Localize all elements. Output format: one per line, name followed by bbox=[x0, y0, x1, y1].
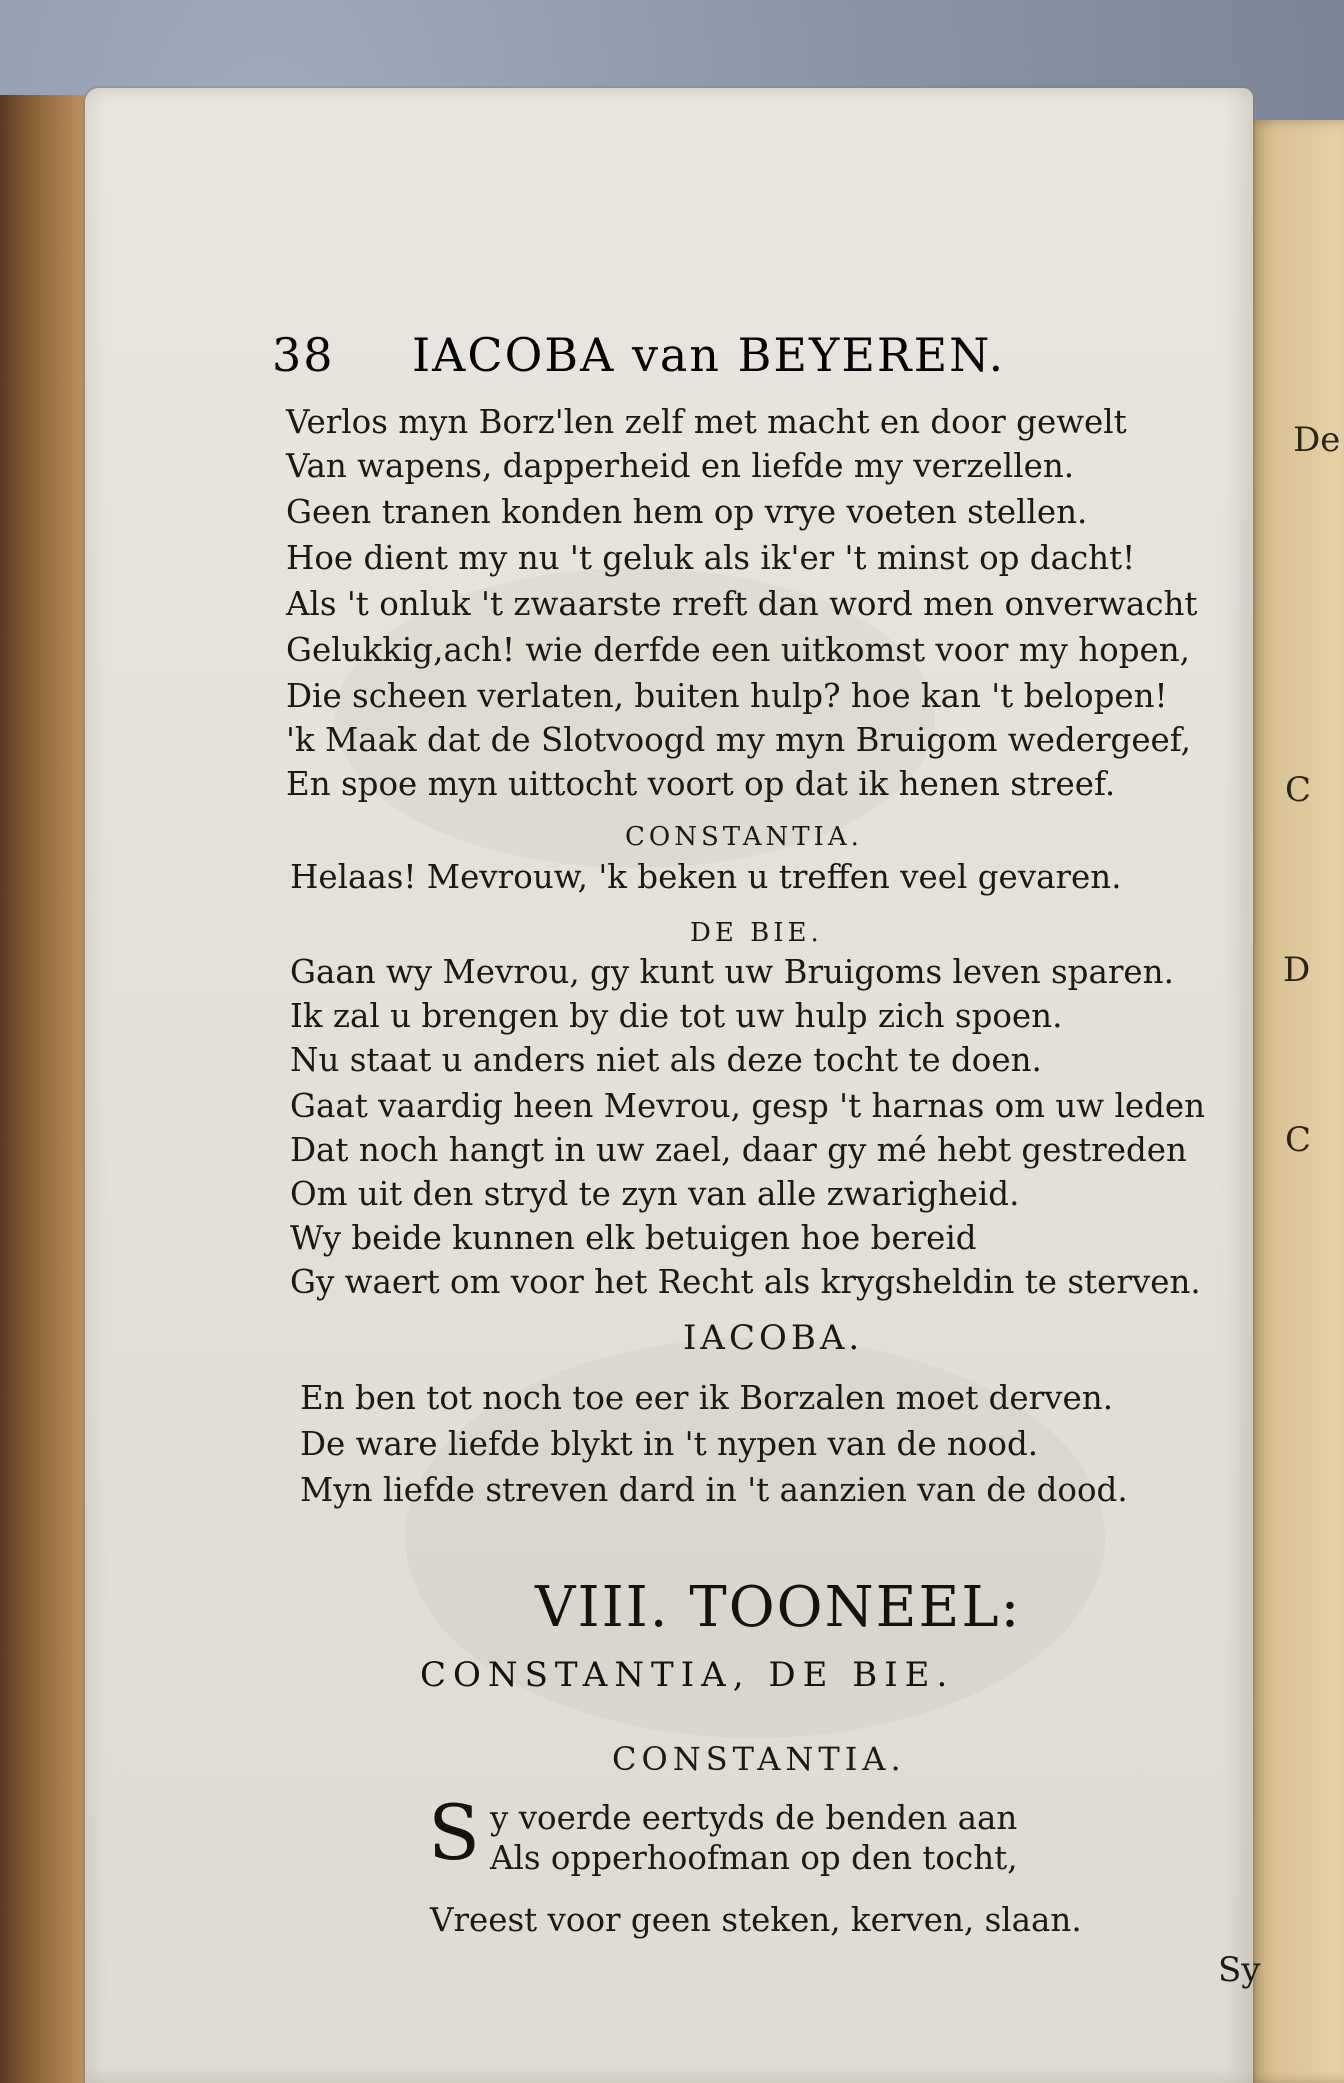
facing-page-fragment: C bbox=[1285, 770, 1312, 810]
verse-line: Helaas! Mevrouw, 'k beken u treffen veel gevaren. bbox=[290, 858, 1122, 896]
verse-line: En ben tot noch toe eer ik Borzalen moet derven. bbox=[300, 1379, 1114, 1417]
facing-page bbox=[1245, 120, 1344, 2083]
verse-line: Hoe dient my nu 't geluk als ik'er 't minst op dacht! bbox=[286, 539, 1136, 577]
facing-page-fragment: D bbox=[1283, 950, 1311, 990]
verse-line: 'k Maak dat de Slotvoogd my myn Bruigom wedergeef, bbox=[286, 721, 1191, 759]
speaker-label: CONSTANTIA. bbox=[612, 1740, 906, 1778]
verse-line: Verlos myn Borz'len zelf met macht en door gewelt bbox=[286, 403, 1127, 441]
verse-line: Gaan wy Mevrou, gy kunt uw Bruigoms leven sparen. bbox=[290, 953, 1174, 991]
verse-line: Die scheen verlaten, buiten hulp? hoe kan 't belopen! bbox=[286, 677, 1168, 715]
running-header bbox=[272, 328, 1142, 388]
page-number: 38 bbox=[272, 328, 335, 382]
facing-page-fragment: De bbox=[1293, 420, 1341, 460]
running-title: IACOBA van BEYEREN. bbox=[412, 328, 1006, 382]
verse-line: En spoe myn uittocht voort op dat ik henen streef. bbox=[286, 765, 1116, 803]
verse-line: Gelukkig,ach! wie derfde een uitkomst voor my hopen, bbox=[286, 631, 1191, 669]
verse-line: Ik zal u brengen by die tot uw hulp zich spoen. bbox=[290, 997, 1063, 1035]
speaker-label: DE BIE. bbox=[690, 918, 823, 948]
verse-line: Wy beide kunnen elk betuigen hoe bereid bbox=[290, 1219, 977, 1257]
verse-line: y voerde eertyds de benden aan bbox=[490, 1799, 1018, 1837]
speaker-label: CONSTANTIA. bbox=[625, 822, 863, 852]
catchword: Sy bbox=[1218, 1950, 1261, 1990]
verse-line: Om uit den stryd te zyn van alle zwarigheid. bbox=[290, 1175, 1020, 1213]
scene-heading: VIII. TOONEEL: bbox=[535, 1575, 1022, 1640]
verse-line: Van wapens, dapperheid en liefde my verzellen. bbox=[286, 447, 1075, 485]
scene-cast: CONSTANTIA, DE BIE. bbox=[420, 1655, 955, 1695]
verse-line: Gy waert om voor het Recht als krygsheldin te sterven. bbox=[290, 1263, 1201, 1301]
verse-line: Gaat vaardig heen Mevrou, gesp 't harnas om uw leden bbox=[290, 1087, 1206, 1125]
facing-page-fragment: C bbox=[1285, 1120, 1312, 1160]
verse-line: Geen tranen konden hem op vrye voeten stellen. bbox=[286, 493, 1088, 531]
speaker-label: IACOBA. bbox=[683, 1318, 864, 1358]
verse-line: Als 't onluk 't zwaarste rreft dan word men onverwacht bbox=[286, 585, 1198, 623]
verse-line: Myn liefde streven dard in 't aanzien van de dood. bbox=[300, 1471, 1128, 1509]
verse-line: Nu staat u anders niet als deze tocht te doen. bbox=[290, 1041, 1042, 1079]
verse-line: Dat noch hangt in uw zael, daar gy mé hebt gestreden bbox=[290, 1131, 1187, 1169]
drop-cap: S bbox=[428, 1788, 481, 1877]
verse-line: Vreest voor geen steken, kerven, slaan. bbox=[430, 1901, 1082, 1939]
verse-line: De ware liefde blykt in 't nypen van de nood. bbox=[300, 1425, 1039, 1463]
verse-line: Als opperhoofman op den tocht, bbox=[490, 1839, 1018, 1877]
